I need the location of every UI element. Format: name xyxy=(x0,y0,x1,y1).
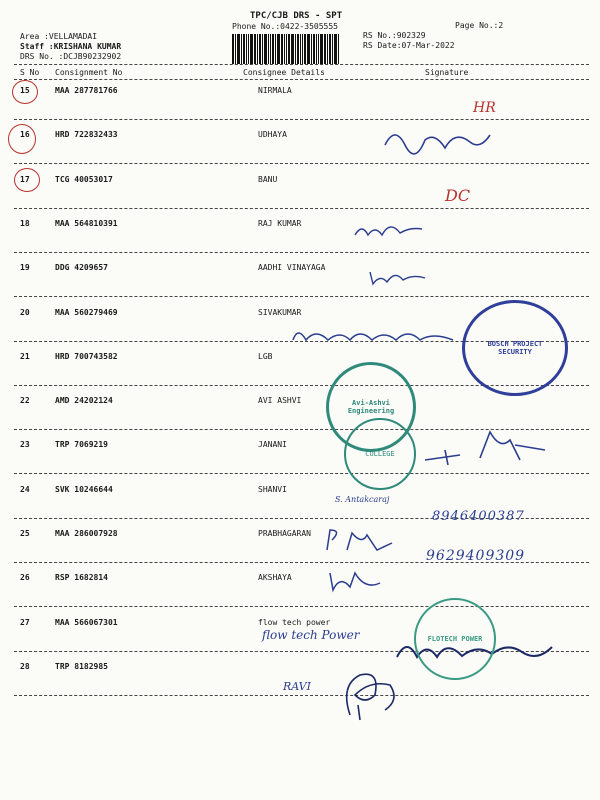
row-divider xyxy=(14,473,589,474)
red-circle-mark xyxy=(8,124,36,154)
row-consignment: DDG 4209657 xyxy=(55,263,108,272)
row-divider xyxy=(14,119,589,120)
table-row xyxy=(0,130,600,170)
signature-raj-kumar xyxy=(350,215,430,245)
header-bottom-rule xyxy=(14,79,589,80)
row-consignee: JANANI xyxy=(258,440,287,449)
row-divider xyxy=(14,252,589,253)
flotech-stamp: FLOTECH POWER xyxy=(414,598,496,680)
staff-label: Staff :KRISHANA KUMAR xyxy=(20,42,122,51)
row-consignment: MAA 564810391 xyxy=(55,219,118,228)
row-consignment: MAA 560279469 xyxy=(55,308,118,317)
handwritten-phone-2: 9629409309 xyxy=(426,548,526,564)
college-stamp: COLLEGE xyxy=(344,418,416,490)
row-consignee: BANU xyxy=(258,175,278,184)
row-sno: 19 xyxy=(20,263,30,272)
area-label: Area :VELLAMADAI xyxy=(20,32,98,41)
row-consignee: NIRMALA xyxy=(258,86,292,95)
row-consignee: UDHAYA xyxy=(258,130,287,139)
row-consignment: MAA 566067301 xyxy=(55,618,118,627)
handwritten-hr: HR xyxy=(473,100,496,116)
row-sno: 27 xyxy=(20,618,30,627)
rs-number: RS No.:902329 xyxy=(363,31,426,40)
barcode xyxy=(232,34,356,64)
row-divider xyxy=(14,296,589,297)
row-sno: 15 xyxy=(20,86,30,95)
table-row xyxy=(0,219,600,259)
row-consignment: TRP 8182985 xyxy=(55,662,108,671)
row-sno: 20 xyxy=(20,308,30,317)
handwritten-dc: DC xyxy=(445,186,471,205)
document-title: TPC/CJB DRS - SPT xyxy=(250,11,343,21)
row-consignment: RSP 1682814 xyxy=(55,573,108,582)
row-consignee: flow tech power xyxy=(258,618,331,627)
signature-ravi xyxy=(330,665,410,725)
drs-number: DRS No. :DCJB90232902 xyxy=(20,52,122,61)
rs-date: RS Date:07-Mar-2022 xyxy=(363,41,455,50)
row-consignment: TCG 40053017 xyxy=(55,175,113,184)
signature-akshaya xyxy=(325,565,385,595)
handwritten-ravi: RAVI xyxy=(283,680,311,693)
row-sno: 16 xyxy=(20,130,30,139)
avi-ashvi-stamp: Avi-Ashvi Engineering xyxy=(326,362,416,452)
signature-janani xyxy=(420,420,550,470)
signature-prabhagaran xyxy=(322,525,402,555)
row-consignment: HRD 700743582 xyxy=(55,352,118,361)
row-consignment: SVK 10246644 xyxy=(55,485,113,494)
table-row xyxy=(0,573,600,613)
row-consignee: AADHI VINAYAGA xyxy=(258,263,326,272)
row-consignee: AKSHAYA xyxy=(258,573,292,582)
row-sno: 25 xyxy=(20,529,30,538)
signature-udhaya xyxy=(380,120,500,165)
row-divider xyxy=(14,695,589,696)
row-consignment: TRP 7069219 xyxy=(55,440,108,449)
row-divider xyxy=(14,208,589,209)
row-divider xyxy=(14,163,589,164)
row-consignee: LGB xyxy=(258,352,273,361)
row-consignment: HRD 722832433 xyxy=(55,130,118,139)
row-sno: 17 xyxy=(20,175,30,184)
row-divider xyxy=(14,606,589,607)
row-sno: 21 xyxy=(20,352,30,361)
page-number: Page No.:2 xyxy=(455,21,504,30)
header-top-rule xyxy=(14,64,589,65)
row-sno: 28 xyxy=(20,662,30,671)
handwritten-name: S. Antakcaraj xyxy=(335,495,390,504)
row-consignment: MAA 286007928 xyxy=(55,529,118,538)
row-consignee: RAJ KUMAR xyxy=(258,219,302,228)
signature-sivakumar xyxy=(288,322,458,352)
column-header-consignment: Consignment No xyxy=(55,68,123,77)
red-circle-mark xyxy=(12,80,38,104)
signature-aadhi xyxy=(365,262,435,292)
row-consignment: MAA 287781766 xyxy=(55,86,118,95)
table-row xyxy=(0,263,600,303)
row-sno: 22 xyxy=(20,396,30,405)
phone-number: Phone No.:0422-3505555 xyxy=(232,22,338,31)
row-sno: 23 xyxy=(20,440,30,449)
handwritten-company: flow tech Power xyxy=(262,628,360,642)
row-sno: 18 xyxy=(20,219,30,228)
row-sno: 24 xyxy=(20,485,30,494)
column-header-signature: Signature xyxy=(425,68,469,77)
handwritten-phone-1: 8946400387 xyxy=(432,509,525,524)
column-header-consignee: Consignee Details xyxy=(243,68,325,77)
red-circle-mark xyxy=(14,168,40,192)
row-consignee: SIVAKUMAR xyxy=(258,308,302,317)
table-row xyxy=(0,175,600,215)
row-consignee: SHANVI xyxy=(258,485,287,494)
row-consignment: AMD 24202124 xyxy=(55,396,113,405)
row-consignee: AVI ASHVI xyxy=(258,396,302,405)
row-sno: 26 xyxy=(20,573,30,582)
column-header-sno: S No xyxy=(20,68,40,77)
bosch-security-stamp: BOSCH PROJECT SECURITY xyxy=(462,300,568,396)
table-row xyxy=(0,86,600,126)
row-consignee: PRABHAGARAN xyxy=(258,529,311,538)
